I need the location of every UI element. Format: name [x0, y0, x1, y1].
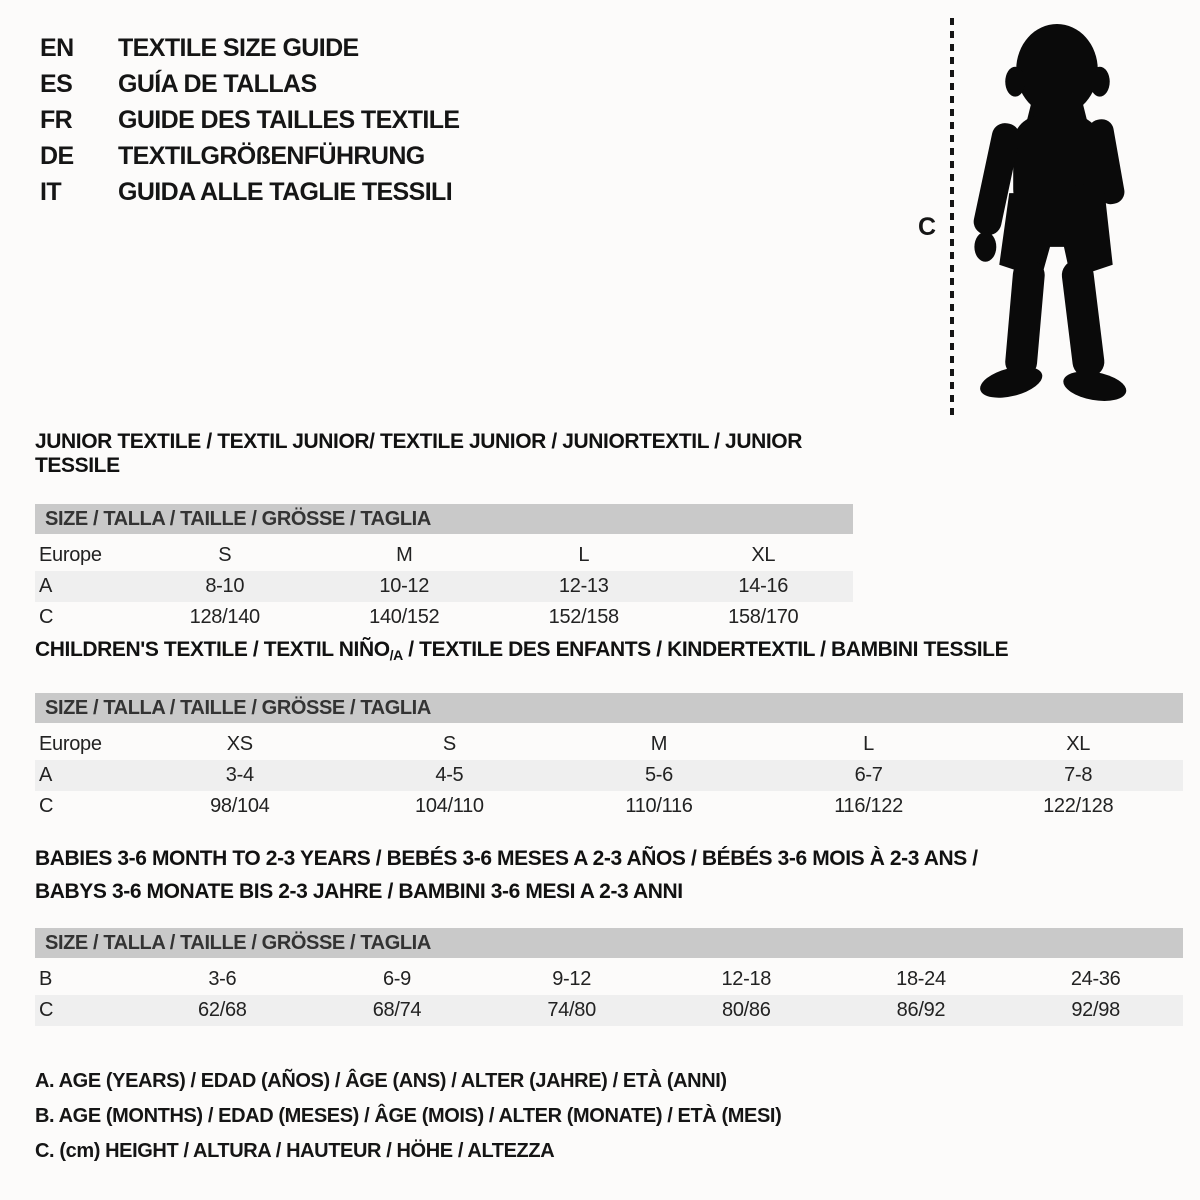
- language-row: [40, 30, 460, 66]
- height-measure-label: C: [918, 213, 937, 241]
- table-cell: L: [578, 544, 590, 566]
- children-size-table: [35, 729, 1183, 822]
- table-cell: 68/74: [372, 999, 422, 1021]
- legend-item-b: B. AGE (MONTHS) / EDAD (MESES) / ÂGE (MOIS) / ALTER (MONATE) / ETÀ (MESI): [35, 1105, 782, 1127]
- language-list: [40, 30, 460, 210]
- table-cell: 14-16: [738, 575, 789, 597]
- table-cell: 10-12: [379, 575, 430, 597]
- row-label: C: [39, 999, 54, 1021]
- table-cell: S: [218, 544, 232, 566]
- height-measure-line: [950, 18, 954, 416]
- baby-silhouette-figure: [918, 15, 1158, 420]
- title-subscript: /A: [389, 647, 403, 663]
- table-row: [35, 571, 853, 602]
- table-cell: 140/152: [369, 606, 440, 628]
- section-title-line2: BABYS 3-6 MONATE BIS 2-3 JAHRE / BAMBINI 3-6 MESI A 2-3 ANNI: [35, 880, 683, 903]
- language-row: [40, 138, 460, 174]
- row-label: C: [39, 606, 54, 628]
- language-label: GUIDA ALLE TAGLIE TESSILI: [118, 177, 453, 206]
- size-header-bar: SIZE / TALLA / TAILLE / GRÖSSE / TAGLIA: [35, 693, 1183, 723]
- table-cell: XL: [751, 544, 776, 566]
- table-cell: 158/170: [728, 606, 799, 628]
- table-row: [35, 729, 1183, 760]
- row-label: Europe: [39, 544, 102, 566]
- table-cell: S: [442, 733, 456, 755]
- table-cell: 6-9: [382, 968, 411, 990]
- table-cell: M: [650, 733, 668, 755]
- table-cell: 74/80: [547, 999, 596, 1021]
- language-row: [40, 66, 460, 102]
- title-part: CHILDREN'S TEXTILE / TEXTIL NIÑO: [35, 638, 390, 661]
- junior-textile-section: [35, 430, 853, 633]
- language-code: ES: [40, 69, 73, 98]
- table-row: [35, 760, 1183, 791]
- section-title-line1: BABIES 3-6 MONTH TO 2-3 YEARS / BEBÉS 3-6 MESES A 2-3 AÑOS / BÉBÉS 3-6 MOIS À 2-3 ANS /: [35, 847, 978, 870]
- language-code: EN: [40, 33, 74, 62]
- table-cell: 5-6: [644, 764, 673, 786]
- table-cell: 4-5: [435, 764, 464, 786]
- table-cell: 9-12: [552, 968, 592, 990]
- table-row: [35, 791, 1183, 822]
- title-part: / TEXTILE DES ENFANTS / KINDERTEXTIL / BAMBINI TESSILE: [402, 638, 1009, 661]
- section-title: [35, 638, 1183, 667]
- legend-item-c: C. (cm) HEIGHT / ALTURA / HAUTEUR / HÖHE / ALTEZZA: [35, 1140, 555, 1162]
- table-cell: 3-4: [225, 764, 254, 786]
- legend-item-a: A. AGE (YEARS) / EDAD (AÑOS) / ÂGE (ANS) / ALTER (JAHRE) / ETÀ (ANNI): [35, 1070, 727, 1092]
- table-cell: XS: [226, 733, 253, 755]
- section-title: [35, 842, 1183, 908]
- table-cell: 110/116: [625, 795, 693, 817]
- language-label: GUÍA DE TALLAS: [118, 69, 317, 98]
- section-title: JUNIOR TEXTILE / TEXTIL JUNIOR/ TEXTILE JUNIOR / JUNIORTEXTIL / JUNIOR TESSILE: [35, 430, 802, 477]
- language-label: TEXTILGRÖßENFÜHRUNG: [118, 141, 425, 170]
- table-row: [35, 995, 1183, 1026]
- babies-size-table: [35, 964, 1183, 1026]
- row-label: A: [39, 764, 53, 786]
- table-cell: 12-13: [558, 575, 609, 597]
- language-label: TEXTILE SIZE GUIDE: [118, 33, 359, 62]
- table-cell: 122/128: [1043, 795, 1114, 817]
- table-cell: L: [863, 733, 874, 755]
- table-cell: 86/92: [896, 999, 946, 1021]
- row-label: A: [39, 575, 53, 597]
- table-cell: 128/140: [189, 606, 260, 628]
- table-cell: 24-36: [1070, 968, 1121, 990]
- language-code: DE: [40, 141, 74, 170]
- language-code: FR: [40, 105, 73, 134]
- size-header-bar: SIZE / TALLA / TAILLE / GRÖSSE / TAGLIA: [35, 504, 853, 534]
- junior-size-table: [35, 540, 853, 633]
- table-row: [35, 602, 853, 633]
- babies-textile-section: [35, 842, 1183, 1026]
- table-cell: XL: [1066, 733, 1091, 755]
- table-cell: 7-8: [1064, 764, 1093, 786]
- size-header-bar: SIZE / TALLA / TAILLE / GRÖSSE / TAGLIA: [35, 928, 1183, 958]
- legend: [35, 1064, 781, 1169]
- language-row: [40, 174, 460, 210]
- table-cell: 62/68: [198, 999, 247, 1021]
- children-textile-section: [35, 638, 1183, 822]
- table-cell: 18-24: [896, 968, 946, 990]
- table-cell: 8-10: [205, 575, 245, 597]
- row-label: C: [39, 795, 54, 817]
- table-cell: 98/104: [210, 795, 270, 817]
- table-cell: 6-7: [854, 764, 883, 786]
- language-label: GUIDE DES TAILLES TEXTILE: [118, 105, 460, 134]
- language-row: [40, 102, 460, 138]
- table-row: [35, 964, 1183, 995]
- table-cell: 12-18: [721, 968, 772, 990]
- row-label: Europe: [39, 733, 102, 755]
- table-cell: 116/122: [834, 795, 903, 817]
- table-cell: 92/98: [1071, 999, 1120, 1021]
- table-row: [35, 540, 853, 571]
- baby-silhouette-icon: [968, 18, 1140, 416]
- table-cell: M: [396, 544, 413, 566]
- table-cell: 104/110: [415, 795, 484, 817]
- row-label: B: [39, 968, 53, 990]
- language-code: IT: [40, 177, 62, 206]
- table-cell: 3-6: [208, 968, 237, 990]
- table-cell: 80/86: [722, 999, 771, 1021]
- table-cell: 152/158: [548, 606, 619, 628]
